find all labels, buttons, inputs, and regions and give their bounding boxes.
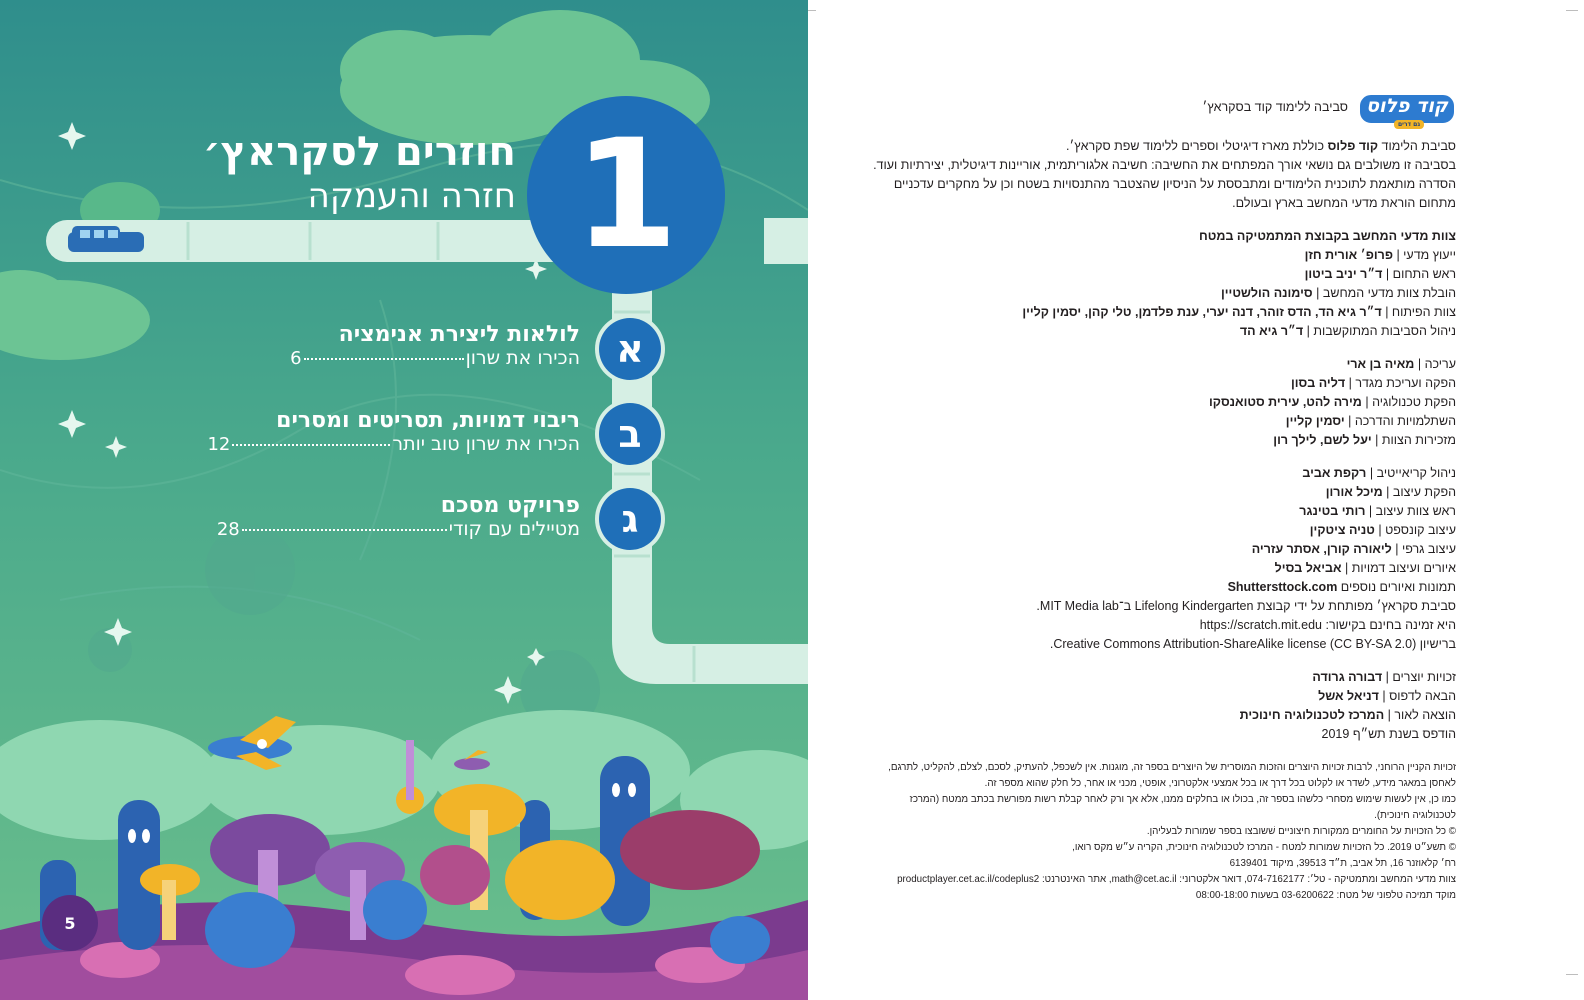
- contact-line: מוקד תמיכה טלפוני של מטח: 03-6200622 בשעות 08:00-18:00: [1195, 890, 1456, 901]
- toc-subtitle-row: [207, 433, 580, 455]
- license-line: ברישיון Creative Commons Attribution-ShareAlike license (CC BY-SA 2.0).: [1049, 637, 1456, 651]
- intro-paragraph: [873, 137, 1456, 213]
- credits-group-2: [1209, 355, 1456, 450]
- toc-leader-dots: [304, 358, 464, 360]
- intro-line: מתחום הוראת מדעי המחשב בארץ ובעולם.: [1232, 196, 1456, 210]
- credits-group-4: [1240, 668, 1456, 744]
- credit-line: צוות הפיתוח | ד״ר גיא הד, הדס זוהר, דנה יערי, ענת פלדמן, טלי קהן, יסמין קליין: [1022, 305, 1456, 319]
- credit-line: זכויות יוצרים | דבורה גרודה: [1312, 670, 1456, 684]
- toc-subtitle-row: [290, 347, 580, 369]
- section-letter-b: ב: [599, 403, 661, 465]
- credit-line: עיצוב קונספט | טניה ציטקין: [1309, 523, 1456, 537]
- credit-line: ניהול הסביבות המתוקשבות | ד״ר גיא הד: [1239, 324, 1456, 338]
- credit-line: הפקה ועריכת מגדר | דליה בסון: [1290, 376, 1456, 390]
- legal-line: לטכנולוגיה חינוכית).: [1374, 810, 1456, 821]
- toc-entry-a[interactable]: [290, 322, 580, 369]
- credits-group-3: [1228, 464, 1456, 597]
- toc-title: לולאות ליצירת אנימציה: [338, 322, 580, 347]
- toc-page-number: 6: [290, 348, 302, 369]
- scratch-license: [1036, 597, 1456, 654]
- toc-leader-dots: [232, 444, 390, 446]
- credit-line: ראש צוות עיצוב | רותי בטינגר: [1299, 504, 1456, 518]
- legal-line: רח׳ קלאוזנר 16, תל אביב, ת״ד 39513, מיקוד 6139401: [1229, 858, 1456, 869]
- chapter-heading: חוזרים לסקראץ׳: [202, 129, 516, 175]
- credit-line: הפקת עיצוב | מיכל אורון: [1325, 485, 1456, 499]
- legal-line: © תשע״ט 2019. כל הזכויות שמורות למטח - המרכז לטכנולוגיה חינוכית, הקריה ע״ש מקס רואו,: [1072, 842, 1456, 853]
- credit-line: עריכה | מאיה בן ארי: [1346, 357, 1456, 371]
- toc-subtitle: הכירו את שרון טוב יותר: [392, 433, 580, 455]
- legal-line: כמו כן, אין לעשות שימוש מסחרי כלשהו בספר זה, בכולו או בחלקים ממנו, אלא אך ורק לאחר קבלת רשות מפורשת בכתב ממטח (המרכז: [909, 794, 1456, 805]
- legal-line: זכויות הקניין הרוחני, לרבות זכויות היוצרים והזכות המוסרית של היוצרים בספר זה, מוגנות. אין לשכפל, להעתיק, לסכם, לצלם, להקליט, לתרגם,: [888, 762, 1456, 773]
- credits-group-1: [1022, 246, 1456, 341]
- credit-line: ניהול קריאייטיב | רקפת אביב: [1302, 466, 1456, 480]
- legal-line: לאחסן במאגר מידע, לשדר או לקלוט בכל דרך או בכל אמצעי אלקטרוני, אופטי, מכני או אחר, כל חלק שהוא מספר זה.: [984, 778, 1456, 789]
- intro-line: סביבת הלימוד קוד פלוס כוללת מארז דיגיטלי וספרים ללימוד שפת סקראץ׳.: [1066, 139, 1456, 153]
- contact-line: צוות מדעי המחשב ומתמטיקה - טל׳: 074-7162177, דואר אלקטרוני: math@cet.ac.il, אתר האינטרנט: productplayer.cet.ac.il/codeplus2: [897, 874, 1456, 885]
- chapter-title: [203, 128, 516, 216]
- toc-title: פרויקט מסכם: [440, 493, 580, 518]
- chapter-number-badge: 1: [527, 96, 725, 294]
- printed-year: הודפס בשנת תש״ף 2019: [1321, 727, 1456, 741]
- toc-leader-dots: [242, 529, 447, 531]
- toc-page-number: 28: [216, 519, 240, 540]
- credit-line: ראש התחום | ד״ר יניב ביטון: [1304, 267, 1456, 281]
- license-line: היא זמינה בחינם בקישור: https://scratch.mit.edu: [1199, 618, 1456, 632]
- credit-line: תמונות ואיורים נוספים Shuttersttock.com: [1227, 580, 1456, 594]
- credit-line: הבאה לדפוס | דניאל אשל: [1318, 689, 1456, 703]
- credit-line: ייעוץ מדעי | פרופ׳ אורית חזן: [1304, 248, 1456, 262]
- contact-info: [897, 872, 1456, 904]
- right-page: [808, 0, 1584, 1000]
- logo-badge-text: גם דרים: [1397, 121, 1421, 128]
- credit-line: הוצאה לאור | המרכז לטכנולוגיה חינוכית: [1239, 708, 1456, 722]
- crop-mark: [1566, 974, 1578, 975]
- toc-entry-b[interactable]: [207, 408, 580, 455]
- intro-line: הסדרה מותאמת לתוכנית הלימודים ומתבססת על הניסיון שהצטבר מהתנסויות בשטח וכן על מחקרים עדכניים: [893, 177, 1456, 191]
- toc-subtitle-row: [217, 518, 580, 540]
- section-letter-c: ג: [599, 488, 661, 550]
- tagline: סביבה ללימוד קוד בסקראץ׳: [1202, 100, 1348, 114]
- crop-mark: [808, 10, 816, 11]
- page-number: 5: [42, 895, 98, 951]
- crop-mark: [1566, 10, 1578, 11]
- team-heading: צוות מדעי המחשב בקבוצת המתמטיקה במטח: [1199, 229, 1456, 243]
- credit-line: הפקת טכנולוגיה | מירה להט, עירית סטואנסקו: [1209, 395, 1456, 409]
- credit-line: עיצוב גרפי | ליאורה קורן, אסתר עזריה: [1251, 542, 1456, 556]
- credit-line: מזכירות הצוות | יעל לשם, לילך רון: [1273, 433, 1456, 447]
- credit-line: השתלמויות והדרכה | יסמין קליין: [1285, 414, 1456, 428]
- legal-line: © כל הזכויות על החומרים ממקורות חיצוניים שׁשובצו בספר שמורות לבעליהן.: [1146, 826, 1456, 837]
- credit-line: איורים ועיצוב דמויות | אביאל בסיל: [1274, 561, 1456, 575]
- chapter-subheading: חזרה והעמקה: [307, 176, 516, 216]
- legal-notice: [888, 760, 1456, 872]
- credit-line: הובלת צוות מדעי המחשב | סימונה הולשטיין: [1221, 286, 1456, 300]
- intro-line: בסביבה זו משולבים גם נושאי אורך המפתחים את החשיבה: חשיבה אלגוריתמית, אוריינות דיגיטלית, יצירתיות ועוד.: [873, 158, 1456, 172]
- toc-page-number: 12: [207, 434, 231, 455]
- section-letter-a: א: [599, 318, 661, 380]
- logo-text: קוד פלוס: [1366, 95, 1448, 117]
- toc-subtitle: הכירו את שרון: [465, 347, 580, 369]
- toc-title: ריבוי דמויות, תסריטים ומסרים: [276, 408, 580, 433]
- toc-entry-c[interactable]: [217, 493, 580, 540]
- toc-subtitle: מטיילים עם קודי: [448, 518, 580, 540]
- license-line: סביבת סקראץ׳ מפותחת על ידי קבוצת Lifelong Kindergarten ב־MIT Media lab.: [1036, 599, 1456, 613]
